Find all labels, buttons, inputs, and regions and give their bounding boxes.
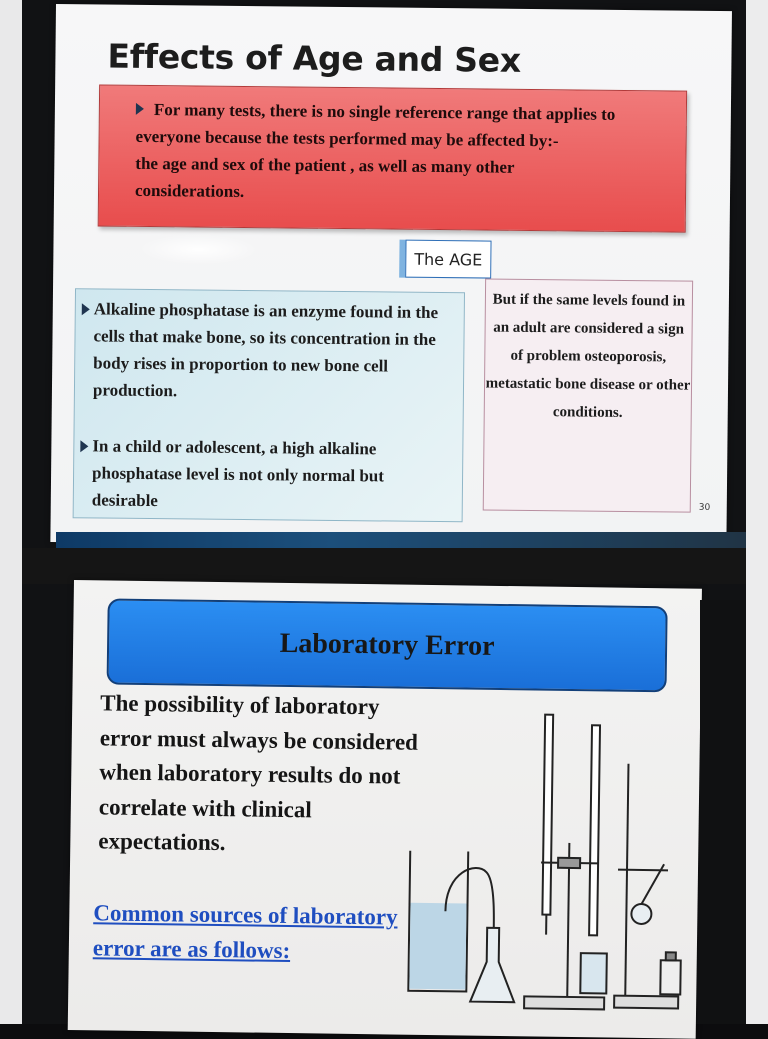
burette-icon <box>589 725 600 935</box>
reagent-bottle-icon <box>660 960 680 994</box>
intro-line-2: everyone because the tests performed may be affected by:- <box>136 127 559 150</box>
slide-title: Laboratory Error <box>279 628 494 663</box>
intro-line-3: the age and sex of the patient , as well as many other <box>135 154 514 177</box>
ring-clamp <box>618 870 668 871</box>
intro-box <box>98 84 687 232</box>
stand-base <box>614 996 678 1009</box>
point-2 <box>92 432 443 517</box>
page-number: 30 <box>699 503 711 513</box>
intro-line-4: considerations. <box>135 181 244 201</box>
small-beaker-icon <box>580 953 607 993</box>
common-sources-link[interactable]: Common sources of laboratory error are as follows: <box>93 895 414 969</box>
water <box>409 903 466 990</box>
slide-gap <box>22 548 746 584</box>
bullet-arrow-icon <box>136 103 144 115</box>
bullet-arrow-icon <box>82 303 90 315</box>
bottle-cap <box>666 952 676 960</box>
left-border <box>0 0 22 1024</box>
clamp-holder <box>558 858 580 868</box>
adult-levels-box <box>483 279 693 513</box>
adult-levels-text: But if the same levels found in an adult are considered a sign of problem osteoporosis, metastatic bone disease or other conditions. <box>485 286 692 428</box>
point-2-text: In a child or adolescent, a high alkaline phosphatase level is not only normal but desirable <box>92 436 384 510</box>
right-border <box>746 0 768 1024</box>
screen-glare <box>138 234 258 265</box>
age-button[interactable]: The AGE <box>405 240 491 279</box>
lab-error-body: The possibility of laboratory error must always be considered when laboratory results do not correlate with clinical expectations. <box>98 686 430 863</box>
retort-flask-icon <box>631 904 651 924</box>
alkaline-phosphatase-box <box>73 288 465 522</box>
flask-icon <box>470 928 515 1003</box>
intro-line-1: For many tests, there is no single reference range that applies to <box>154 100 616 124</box>
lab-glassware-illustration <box>404 711 708 1025</box>
point-1 <box>93 295 444 407</box>
slide-laboratory-error <box>68 580 702 1039</box>
slide-title: Effects of Age and Sex <box>107 37 521 80</box>
point-1-text: Alkaline phosphatase is an enzyme found in the cells that make bone, so its concentration in the body rises in proportion to new bone cell production. <box>93 299 438 400</box>
burette-icon <box>542 715 553 915</box>
slide-effects-of-age-and-sex <box>50 4 732 549</box>
intro-text <box>135 96 676 210</box>
stand-base <box>524 996 604 1009</box>
lab-error-banner <box>107 598 668 692</box>
right-bezel <box>700 600 746 1024</box>
stand-rod <box>625 764 628 996</box>
bullet-arrow-icon <box>80 440 88 452</box>
